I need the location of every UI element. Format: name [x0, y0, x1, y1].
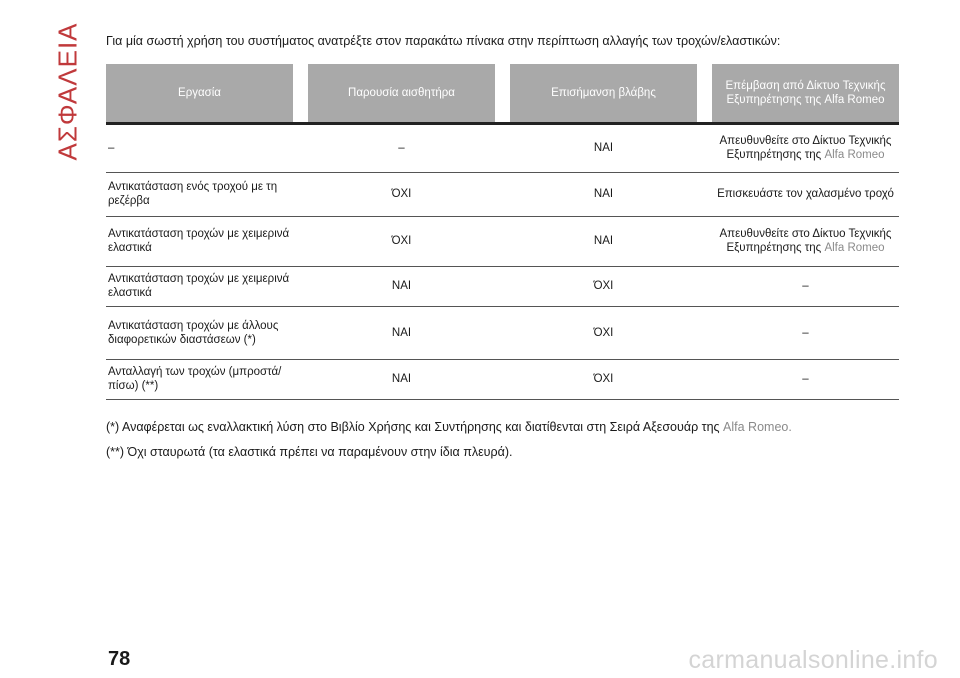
cell-fault: ΌΧΙ — [510, 360, 697, 400]
footnote: (**) Όχι σταυρωτά (τα ελαστικά πρέπει να παραμένουν στην ίδια πλευρά). — [106, 445, 513, 459]
table-row — [106, 173, 899, 217]
table-row — [106, 307, 899, 360]
cell-fault: ΝΑΙ — [510, 125, 697, 173]
cell-sensor: ΝΑΙ — [308, 267, 495, 307]
cell-fault: ΌΧΙ — [510, 307, 697, 360]
cell-action: Απευθυνθείτε στο Δίκτυο Τεχνικής Εξυπηρέτησης της Alfa Romeo — [712, 217, 899, 267]
header-task: Εργασία — [106, 64, 293, 125]
brand-name: Alfa Romeo — [824, 242, 885, 254]
tyre-sensor-table — [106, 64, 899, 400]
brand-name: Alfa Romeo. — [723, 420, 792, 434]
intro-text: Για μία σωστή χρήση του συστήματος ανατρέξτε στον παρακάτω πίνακα στην περίπτωση αλλαγής των τροχών/ελαστικών: — [106, 34, 781, 48]
table-row — [106, 125, 899, 173]
cell-action: – — [712, 360, 899, 400]
cell-sensor: ΝΑΙ — [308, 360, 495, 400]
table-row — [106, 217, 899, 267]
cell-task: – — [106, 125, 293, 173]
cell-task: Αντικατάσταση τροχών με χειμερινά ελαστικά — [106, 217, 293, 267]
cell-sensor: ΌΧΙ — [308, 173, 495, 217]
brand-name: Alfa Romeo — [824, 149, 885, 161]
cell-action: Επισκευάστε τον χαλασμένο τροχό — [712, 173, 899, 217]
header-action: Επέμβαση από Δίκτυο Τεχνικής Εξυπηρέτησης της Alfa Romeo — [712, 64, 899, 125]
watermark: carmanualsonline.info — [688, 646, 938, 674]
cell-fault: ΝΑΙ — [510, 173, 697, 217]
cell-action: – — [712, 307, 899, 360]
cell-task: Ανταλλαγή των τροχών (μπροστά/πίσω) (**) — [106, 360, 293, 400]
table-row — [106, 267, 899, 307]
cell-sensor: ΌΧΙ — [308, 217, 495, 267]
cell-action: Απευθυνθείτε στο Δίκτυο Τεχνικής Εξυπηρέτησης της Alfa Romeo — [712, 125, 899, 173]
cell-fault: ΌΧΙ — [510, 267, 697, 307]
header-sensor: Παρουσία αισθητήρα — [308, 64, 495, 125]
cell-sensor: – — [308, 125, 495, 173]
table-row — [106, 360, 899, 400]
section-label: ΑΣΦΑΛΕΙΑ — [52, 21, 83, 161]
cell-sensor: ΝΑΙ — [308, 307, 495, 360]
footnotes — [106, 420, 906, 470]
footnote: (*) Αναφέρεται ως εναλλακτική λύση στο Βιβλίο Χρήσης και Συντήρησης και διατίθενται στη Σειρά Αξεσουάρ της Alfa Romeo. — [106, 420, 792, 434]
cell-task: Αντικατάσταση τροχών με χειμερινά ελαστικά — [106, 267, 293, 307]
cell-fault: ΝΑΙ — [510, 217, 697, 267]
cell-task: Αντικατάσταση τροχών με άλλους διαφορετικών διαστάσεων (*) — [106, 307, 293, 360]
page-number: 78 — [108, 648, 131, 670]
header-fault: Επισήμανση βλάβης — [510, 64, 697, 125]
cell-action: – — [712, 267, 899, 307]
table-header-row — [106, 64, 899, 125]
cell-task: Αντικατάσταση ενός τροχού με τη ρεζέρβα — [106, 173, 293, 217]
